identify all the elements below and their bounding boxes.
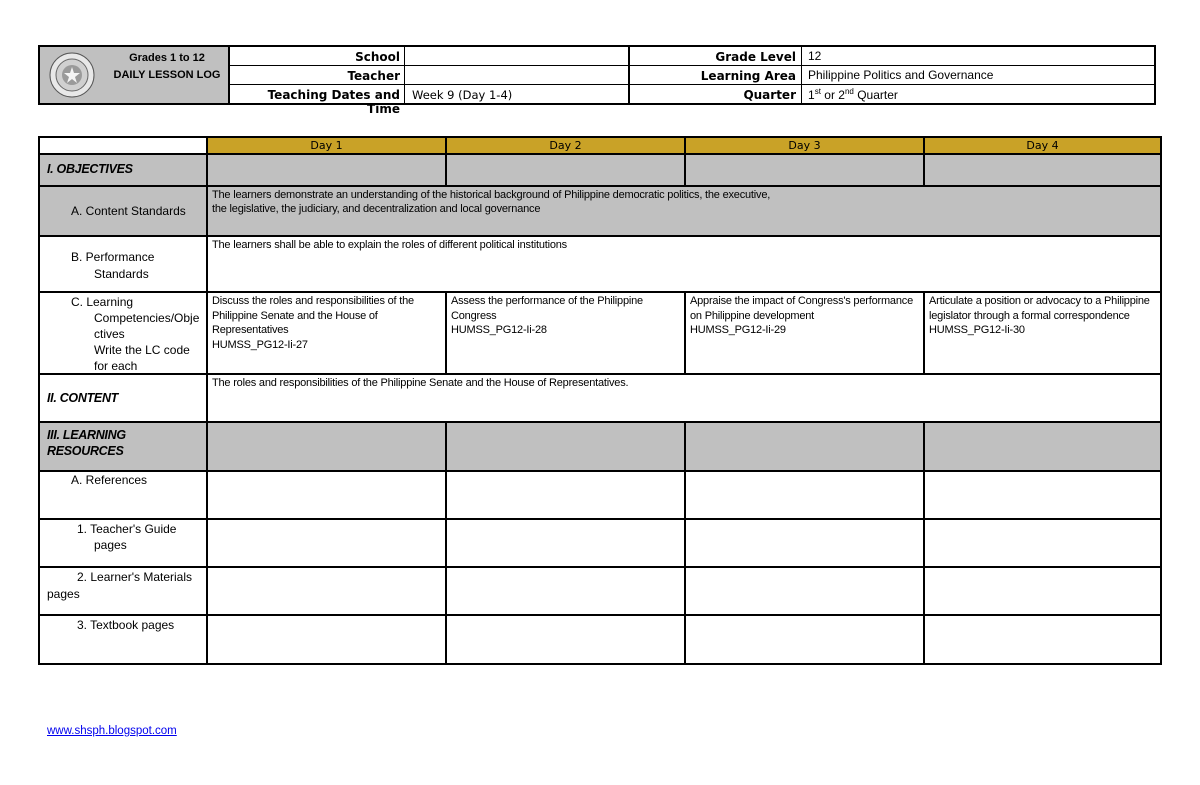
competency-day-2-code: HUMSS_PG12-Ii-28 <box>451 324 547 336</box>
quarter-second-sup: nd <box>844 87 854 96</box>
references-label: A. References <box>71 473 148 487</box>
textbook-pages-label: 3. Textbook pages <box>77 618 175 632</box>
competency-day-4-code: HUMSS_PG12-Ii-30 <box>929 324 1025 336</box>
quarter-field[interactable] <box>808 87 898 102</box>
grades-label: Grades 1 to 12 <box>129 52 205 64</box>
school-label: School <box>355 50 400 64</box>
content-standards-label: A. Content Standards <box>71 204 186 218</box>
teaching-dates-field[interactable]: Week 9 (Day 1-4) <box>412 88 513 102</box>
learners-materials-label-1: 2. Learner's Materials <box>77 570 193 584</box>
competency-day-1[interactable] <box>212 294 442 352</box>
teachers-guide-label-2: pages <box>94 538 127 552</box>
competency-day-1-line: Philippine Senate and the House of <box>212 309 378 322</box>
competency-day-3-line: Appraise the impact of Congress's performance <box>690 295 913 307</box>
competency-day-1-line: Representatives <box>212 324 289 336</box>
content-standards-text-2: the legislative, the judiciary, and decentralization and local governance <box>212 203 541 215</box>
quarter-label: Quarter <box>743 88 796 102</box>
competency-day-3[interactable] <box>690 294 920 338</box>
competencies-label-3: ctives <box>94 327 125 341</box>
competency-day-4-line: legislator through a formal correspondence <box>929 309 1130 322</box>
competencies-label-4: Write the LC code <box>94 343 190 357</box>
competency-day-1-code: HUMSS_PG12-Ii-27 <box>212 338 308 351</box>
content-text: The roles and responsibilities of the Philippine Senate and the House of Representatives. <box>212 377 629 389</box>
day-3-header: Day 3 <box>686 138 923 154</box>
competency-day-2[interactable] <box>451 294 681 338</box>
day-4-header: Day 4 <box>925 138 1160 154</box>
quarter-first-sup: st <box>814 87 821 96</box>
competency-day-4-line: Articulate a position or advocacy to a Philippine <box>929 295 1150 307</box>
quarter-first: 1 <box>808 88 815 102</box>
performance-standards-text: The learners shall be able to explain the roles of different political institutions <box>212 239 567 251</box>
learning-area-label: Learning Area <box>700 69 796 83</box>
competencies-label-5: for each <box>94 359 138 373</box>
day-2-header: Day 2 <box>447 138 684 154</box>
objectives-heading: I. OBJECTIVES <box>47 162 133 176</box>
competencies-label-2: Competencies/Obje <box>94 311 200 325</box>
daily-lesson-log-title: DAILY LESSON LOG <box>113 69 221 81</box>
competency-day-2-line: Assess the performance of the Philippine <box>451 295 643 307</box>
lesson-log-table <box>38 136 1162 665</box>
quarter-or: or 2 <box>824 88 845 102</box>
teacher-label: Teacher <box>347 69 400 83</box>
teaching-dates-label: Teaching Dates and Time <box>267 88 400 116</box>
grade-level-field[interactable]: 12 <box>808 49 822 63</box>
grade-level-label: Grade Level <box>715 50 796 64</box>
competencies-label-1: C. Learning <box>71 295 134 309</box>
performance-standards-label-1: B. Performance <box>71 250 155 264</box>
footer-link[interactable]: www.shsph.blogspot.com <box>47 725 177 737</box>
learning-resources-heading-2: RESOURCES <box>47 444 124 458</box>
teachers-guide-label-1: 1. Teacher's Guide <box>77 522 177 536</box>
learning-resources-heading-1: III. LEARNING <box>47 428 126 442</box>
competency-day-2-line: Congress <box>451 309 497 322</box>
header-table <box>38 45 1156 116</box>
competency-day-3-line: on Philippine development <box>690 309 815 322</box>
content-heading: II. CONTENT <box>47 391 119 405</box>
competency-day-4[interactable] <box>929 294 1157 338</box>
learning-area-field[interactable]: Philippine Politics and Governance <box>808 68 994 82</box>
competency-day-1-line: Discuss the roles and responsibilities of the <box>212 295 414 307</box>
competency-day-3-code: HUMSS_PG12-Ii-29 <box>690 324 786 336</box>
day-1-header: Day 1 <box>208 138 445 154</box>
learners-materials-label-2: pages <box>47 587 80 601</box>
title-block <box>40 47 230 103</box>
quarter-suffix: Quarter <box>857 88 898 102</box>
deped-seal-icon <box>49 52 95 98</box>
content-standards-text-1: The learners demonstrate an understanding of the historical background of Philippine democratic politics, the executive, <box>212 189 771 201</box>
performance-standards-label-2: Standards <box>94 267 149 281</box>
